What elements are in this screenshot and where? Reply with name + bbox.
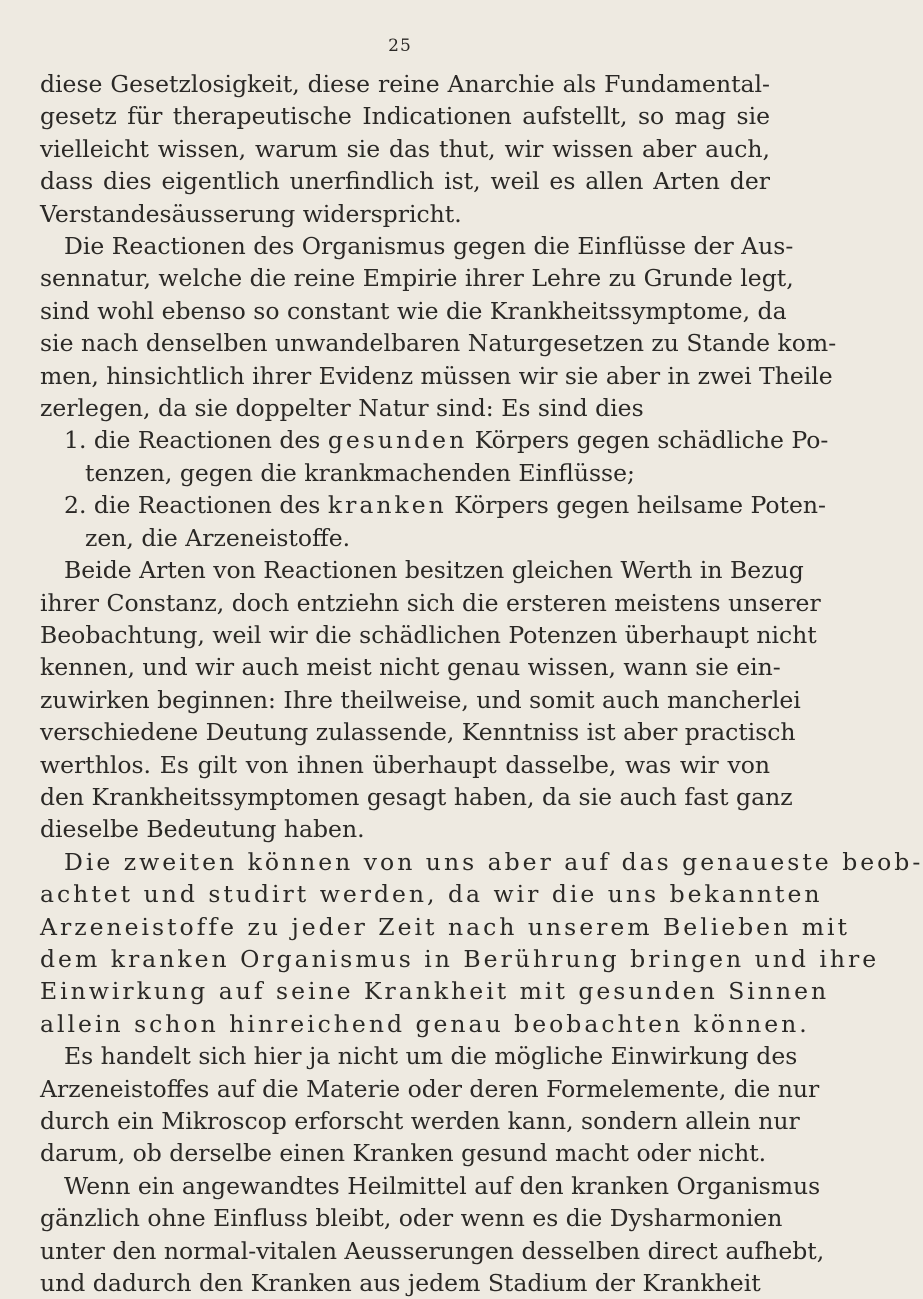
text-line: 2. die Reactionen des kranken Körpers gegen heilsame Poten- (64, 491, 826, 520)
text-line: zuwirken beginnen: Ihre theilweise, und somit auch mancherlei (40, 685, 801, 714)
paragraph-3 (40, 554, 821, 846)
text-line: gänzlich ohne Einfluss bleibt, oder wenn es die Dysharmonien (40, 1204, 783, 1233)
text-line: allein schon hinreichend genau beobachten können. (40, 1009, 810, 1038)
text-line: zerlegen, da sie doppelter Natur sind: Es sind dies (40, 394, 644, 423)
text-line: sie nach denselben unwandelbaren Naturgesetzen zu Stande kom- (40, 329, 837, 358)
text-line: diese Gesetzlosigkeit, diese reine Anarchie als Fundamental- (40, 70, 770, 98)
text-line: 1. die Reactionen des gesunden Körpers gegen schädliche Po- (64, 426, 829, 455)
text-line: Wenn ein angewandtes Heilmittel auf den kranken Organismus (64, 1171, 821, 1200)
text-line: unter den normal-vitalen Aeusserungen desselben direct aufhebt, (40, 1236, 825, 1265)
text-line: und dadurch den Kranken aus jedem Stadium der Krankheit (40, 1269, 761, 1298)
text-line: dieselbe Bedeutung haben. (40, 815, 365, 844)
text-line: Arzeneistoffe zu jeder Zeit nach unserem Belieben mit (40, 912, 850, 941)
text-line: sind wohl ebenso so constant wie die Krankheitssymptome, da (40, 296, 787, 325)
text-line: zen, die Arzeneistoffe. (85, 523, 351, 552)
body-text (40, 68, 923, 1299)
list-item-1 (40, 424, 829, 489)
text-line: Verstandesäusserung widerspricht. (40, 199, 462, 228)
text-line: men, hinsichtlich ihrer Evidenz müssen wir sie aber in zwei Theile (40, 361, 833, 390)
paragraph-1 (40, 68, 770, 230)
text-line: sennatur, welche die reine Empirie ihrer Lehre zu Grunde legt, (40, 264, 794, 293)
text-line: Es handelt sich hier ja nicht um die mögliche Einwirkung des (64, 1042, 798, 1071)
text-line: dass dies eigentlich unerfindlich ist, weil es allen Arten der (40, 167, 770, 196)
paragraph-6 (40, 1170, 825, 1299)
text-line: vielleicht wissen, warum sie das thut, wir wissen aber auch, (40, 134, 770, 163)
text-line: Beobachtung, weil wir die schädlichen Potenzen überhaupt nicht (40, 620, 817, 649)
text-line: verschiedene Deutung zulassende, Kenntniss ist aber practisch (40, 718, 796, 747)
text-line: ihrer Constanz, doch entziehn sich die ersteren meistens unserer (40, 588, 821, 617)
text-line: Die Reactionen des Organismus gegen die Einflüsse der Aus- (64, 232, 794, 261)
paragraph-4 (40, 846, 923, 1040)
text-line: Beide Arten von Reactionen besitzen gleichen Werth in Bezug (64, 556, 804, 585)
text-line: Arzeneistoffes auf die Materie oder deren Formelemente, die nur (40, 1074, 820, 1103)
list-item-2 (40, 489, 826, 554)
text-line: Die zweiten können von uns aber auf das genaueste beob- (64, 847, 923, 876)
page-number: 25 (388, 36, 412, 56)
text-line: gesetz für therapeutische Indicationen aufstellt, so mag sie (40, 102, 770, 131)
text-line: achtet und studirt werden, da wir die uns bekannten (40, 880, 823, 909)
text-line: tenzen, gegen die krankmachenden Einflüsse; (85, 458, 635, 487)
text-line: Einwirkung auf seine Krankheit mit gesunden Sinnen (40, 977, 830, 1006)
paragraph-2 (40, 230, 837, 424)
text-line: kennen, und wir auch meist nicht genau wissen, wann sie ein- (40, 653, 781, 682)
text-line: durch ein Mikroscop erforscht werden kann, sondern allein nur (40, 1107, 800, 1135)
paragraph-5 (40, 1040, 820, 1170)
text-line: dem kranken Organismus in Berührung bringen und ihre (40, 944, 880, 973)
text-line: den Krankheitssymptomen gesagt haben, da sie auch fast ganz (40, 782, 793, 811)
text-line: darum, ob derselbe einen Kranken gesund macht oder nicht. (40, 1139, 767, 1168)
text-line: werthlos. Es gilt von ihnen überhaupt dasselbe, was wir von (40, 750, 770, 779)
